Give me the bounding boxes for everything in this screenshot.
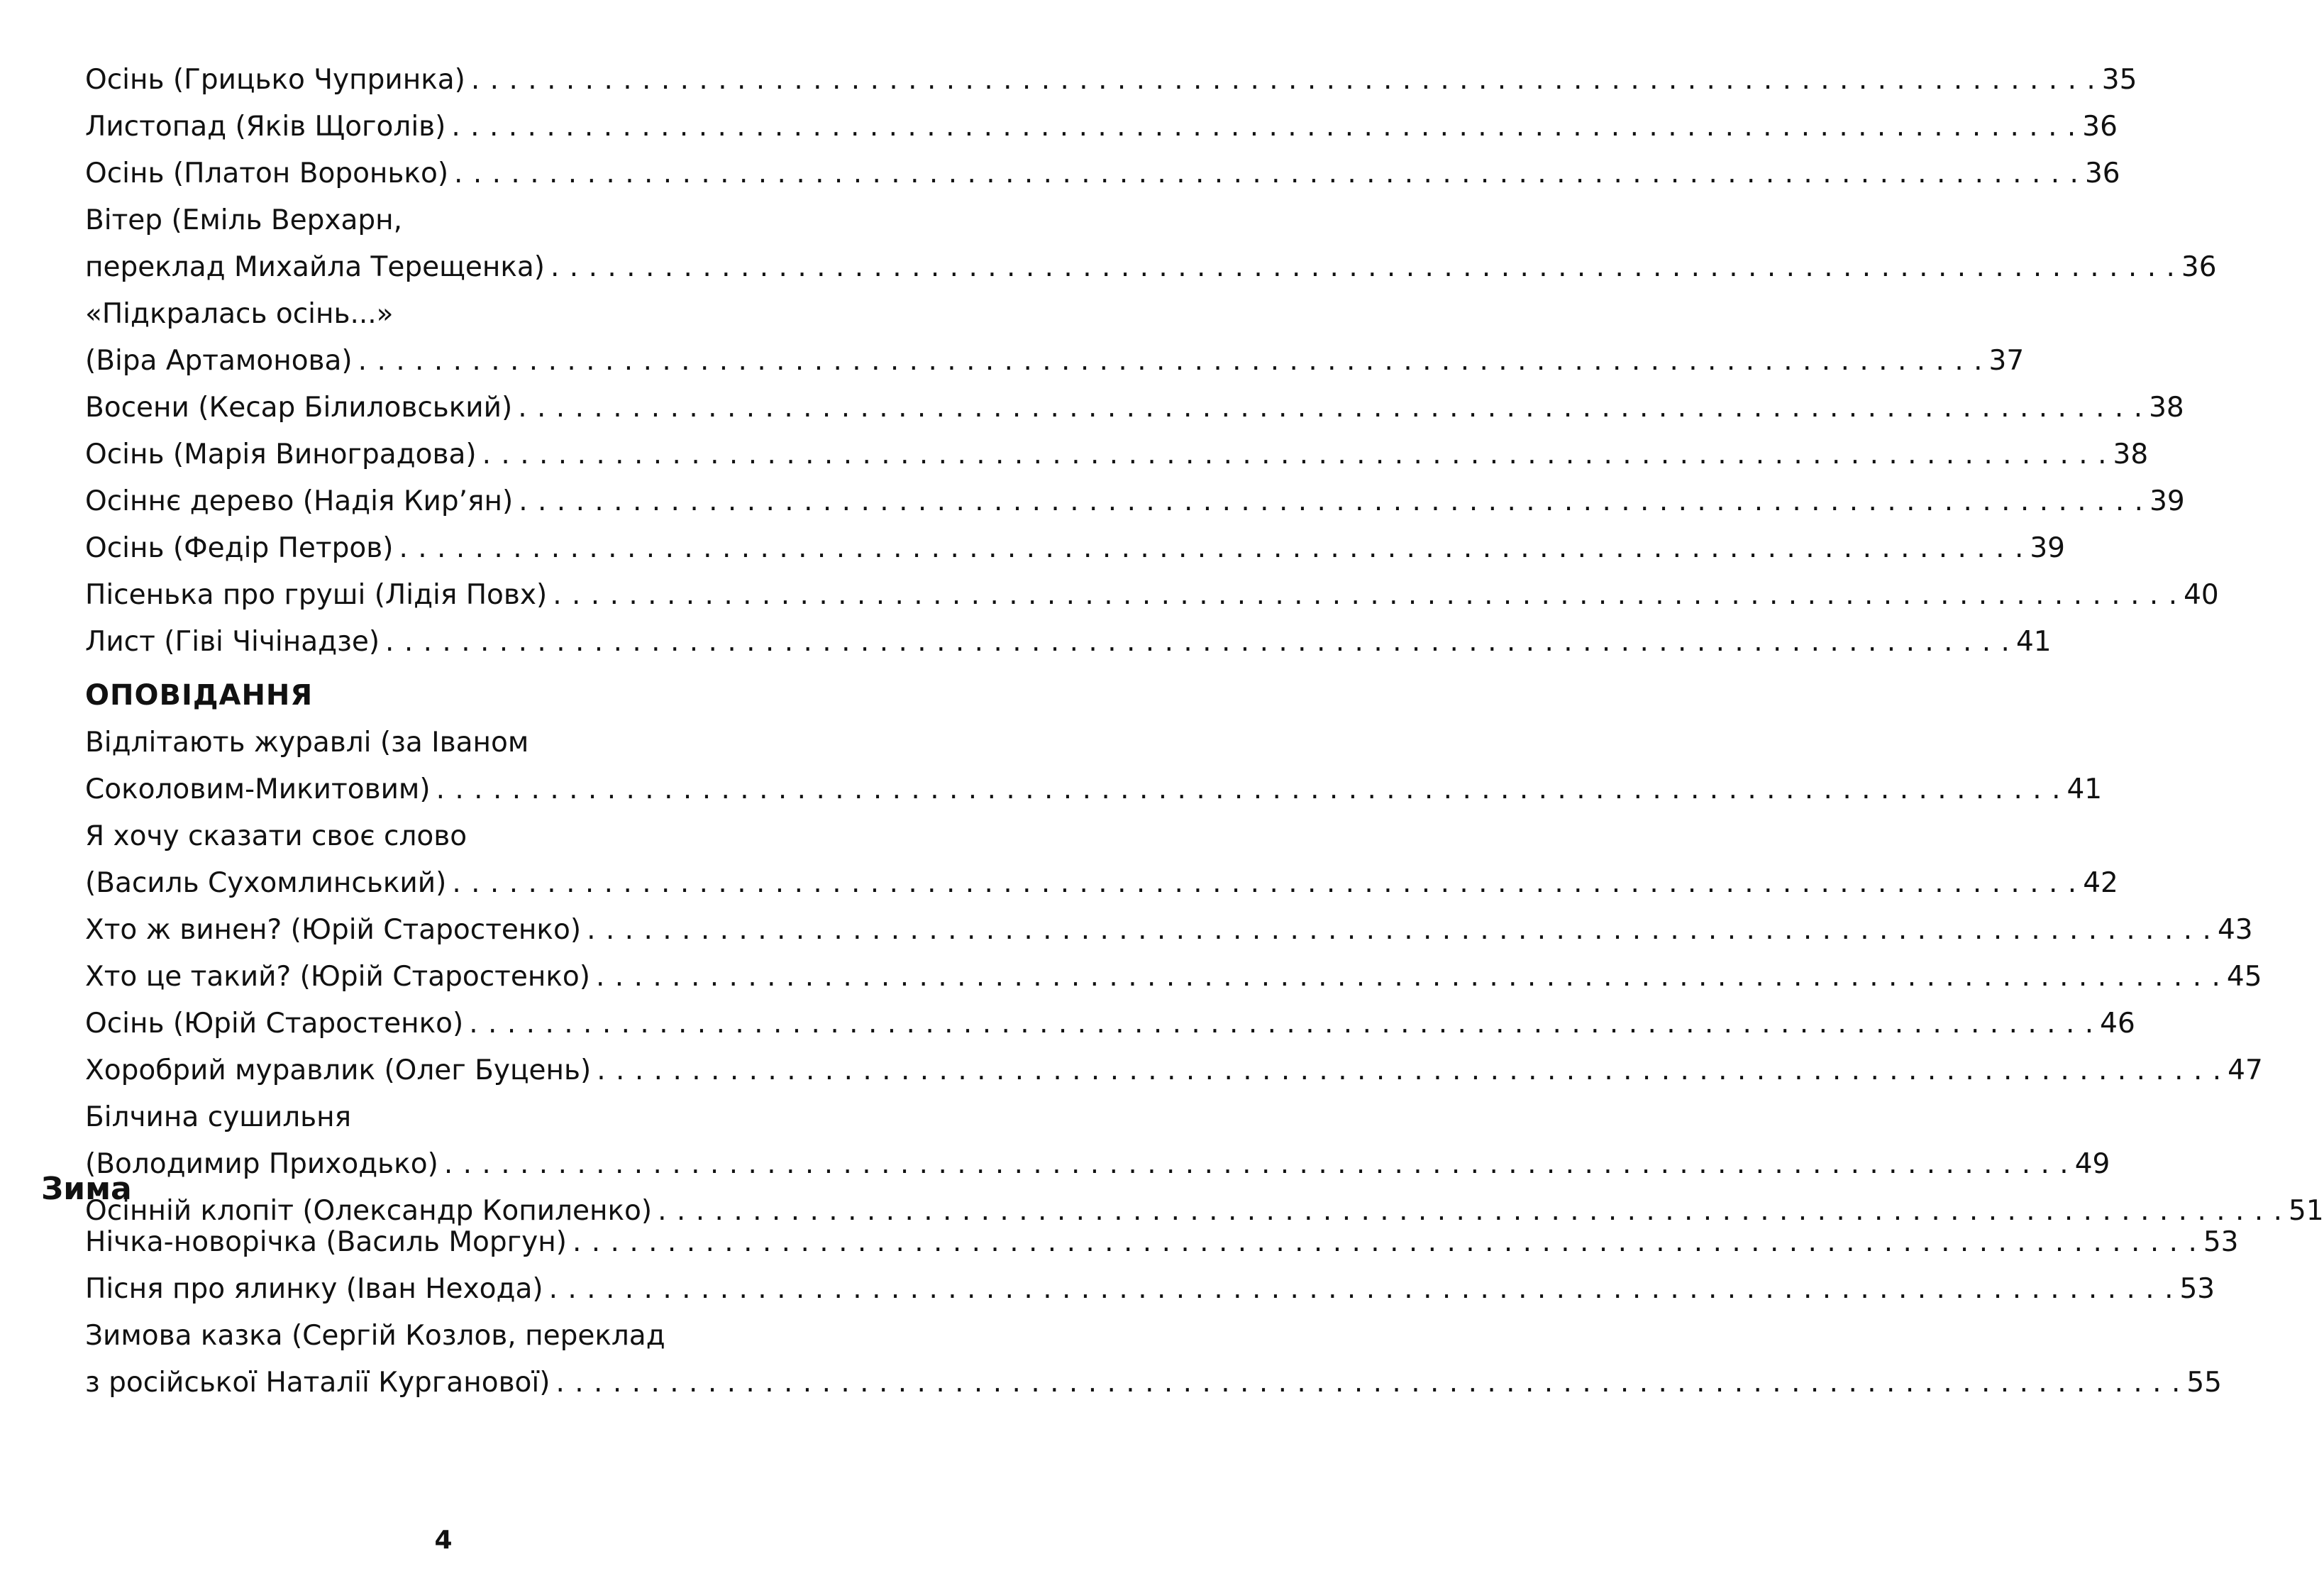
toc-entry-title-line: Відлітають журавлі (за Іваном xyxy=(85,727,529,759)
toc-autumn-poems xyxy=(85,57,2324,1235)
dot-leader xyxy=(518,385,2143,431)
toc-entry-title: (Володимир Приходько) xyxy=(85,1148,438,1180)
dot-leader xyxy=(572,1219,2198,1266)
toc-entry xyxy=(85,954,2262,1001)
toc-entry-title: Осінній клопіт (Олександр Копиленко) xyxy=(85,1195,653,1227)
toc-entry-page: 47 xyxy=(2228,1054,2263,1086)
toc-entry-page: 43 xyxy=(2217,914,2253,946)
toc-entry-page: 53 xyxy=(2179,1273,2215,1305)
toc-entry-page: 40 xyxy=(2184,579,2219,611)
toc-entry xyxy=(85,385,2184,431)
toc-entry-title: Осінь (Федір Петров) xyxy=(85,532,394,564)
toc-entry-title: Хто ж винен? (Юрій Старостенко) xyxy=(85,914,582,946)
toc-winter xyxy=(85,1219,2239,1406)
toc-entry-page: 46 xyxy=(2100,1008,2135,1040)
dot-leader xyxy=(549,1266,2174,1313)
dot-leader xyxy=(444,1141,2069,1188)
toc-entry xyxy=(85,572,2219,619)
dot-leader xyxy=(471,57,2096,104)
toc-entry xyxy=(85,1219,2239,1266)
toc-entry-title: Осіннє дерево (Надія Кир’ян) xyxy=(85,485,514,517)
toc-entry xyxy=(85,1141,2110,1188)
dot-leader xyxy=(469,1001,2094,1047)
toc-entry-title: Хоробрий муравлик (Олег Буцень) xyxy=(85,1054,592,1086)
dot-leader xyxy=(385,619,2010,666)
toc-entry-page: 36 xyxy=(2082,111,2118,143)
toc-entry-page: 45 xyxy=(2226,961,2262,993)
toc-entry xyxy=(85,1047,2263,1094)
toc-entry-page: 38 xyxy=(2113,439,2149,470)
toc-entry xyxy=(85,766,2103,813)
toc-entry-title: переклад Михайла Терещенка) xyxy=(85,251,545,283)
toc-entry-title: Листопад (Яків Щоголів) xyxy=(85,111,446,143)
dot-leader xyxy=(454,150,2079,197)
toc-entry-page: 39 xyxy=(2030,532,2065,564)
toc-entry-title: з російської Наталії Курганової) xyxy=(85,1367,550,1399)
dot-leader xyxy=(596,954,2221,1001)
dot-leader xyxy=(550,244,2176,291)
toc-entry-title: Пісня про ялинку (Іван Нехода) xyxy=(85,1273,543,1305)
toc-entry xyxy=(85,57,2137,104)
page-number: 4 xyxy=(434,1526,453,1555)
toc-entry-title-line: Зимова казка (Сергій Козлов, переклад xyxy=(85,1320,665,1352)
toc-entry-page: 51 xyxy=(2289,1195,2324,1227)
toc-entry-page: 49 xyxy=(2074,1148,2110,1180)
toc-entry-page: 36 xyxy=(2181,251,2217,283)
section-title-winter: Зима xyxy=(41,1171,132,1207)
dot-leader xyxy=(436,766,2062,813)
toc-entry xyxy=(85,860,2118,907)
toc-entry-title: Осінь (Марія Виноградова) xyxy=(85,439,477,470)
toc-entry-page: 35 xyxy=(2101,64,2137,96)
dot-leader xyxy=(555,1360,2181,1406)
toc-entry xyxy=(85,1266,2215,1313)
toc-entry xyxy=(85,619,2052,666)
toc-entry-page: 53 xyxy=(2203,1226,2239,1258)
dot-leader xyxy=(451,104,2076,150)
toc-entry xyxy=(85,478,2185,525)
toc-entry xyxy=(85,907,2253,954)
toc-entry xyxy=(85,525,2065,572)
toc-entry-title: Лист (Гіві Чічінадзе) xyxy=(85,626,380,658)
dot-leader xyxy=(482,431,2108,478)
dot-leader xyxy=(399,525,2024,572)
toc-entry xyxy=(85,1360,2222,1406)
toc-entry-page: 38 xyxy=(2149,392,2184,424)
dot-leader xyxy=(553,572,2178,619)
dot-leader xyxy=(358,338,1983,385)
toc-entry-title: Осінь (Платон Воронько) xyxy=(85,158,449,189)
toc-entry-page: 41 xyxy=(2066,773,2103,805)
toc-entry-title: Хто це такий? (Юрій Старостенко) xyxy=(85,961,590,993)
toc-entry-page: 37 xyxy=(1988,345,2025,377)
dot-leader xyxy=(587,907,2212,954)
toc-entry-page: 39 xyxy=(2149,485,2185,517)
toc-entry-page: 36 xyxy=(2084,158,2120,189)
subheading-stories: ОПОВІДАННЯ xyxy=(85,679,314,712)
toc-entry-title: Осінь (Грицько Чупринка) xyxy=(85,64,465,96)
toc-entry-title-line: Вітер (Еміль Верхарн, xyxy=(85,204,403,236)
toc-entry-title: (Василь Сухомлинський) xyxy=(85,867,447,899)
toc-entry xyxy=(85,1001,2135,1047)
toc-entry-title-line: Я хочу сказати своє слово xyxy=(85,820,467,852)
toc-entry-page: 42 xyxy=(2083,867,2118,899)
toc-entry xyxy=(85,104,2118,150)
toc-entry xyxy=(85,431,2149,478)
toc-entry xyxy=(85,244,2217,291)
toc-entry-title-line: Білчина сушильня xyxy=(85,1101,352,1133)
toc-entry-title: Восени (Кесар Білиловський) xyxy=(85,392,513,424)
dot-leader xyxy=(597,1047,2222,1094)
dot-leader xyxy=(452,860,2077,907)
toc-entry-title: Пісенька про груші (Лідія Повх) xyxy=(85,579,548,611)
toc-entry-title-line: «Підкралась осінь...» xyxy=(85,298,394,330)
toc-entry xyxy=(85,338,2025,385)
toc-entry-page: 41 xyxy=(2015,626,2052,658)
dot-leader xyxy=(519,478,2144,525)
toc-entry xyxy=(85,150,2120,197)
toc-entry-title: Соколовим-Микитовим) xyxy=(85,773,431,805)
toc-entry-page: 55 xyxy=(2186,1367,2222,1399)
toc-entry-title: Осінь (Юрій Старостенко) xyxy=(85,1008,464,1040)
toc-entry-title: (Віра Артамонова) xyxy=(85,345,353,377)
toc-entry-title: Нічка-новорічка (Василь Моргун) xyxy=(85,1226,567,1258)
